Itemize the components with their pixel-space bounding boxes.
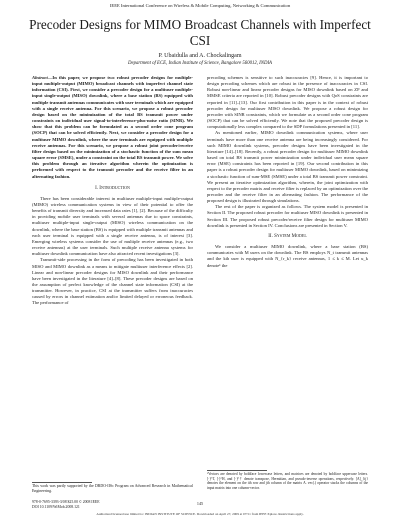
intro-paragraph-2: Transmit-side processing in the form of precoding has been investigated in both MISO and MIMO downlink as a means to mitigate multiuser interference effects [2]. Linear and non-linear precoder designs for MISO downlink and their performance have been investigated in the literature [4]–[8]. These precoder designs are based on the assumption of perfect knowledge of the channel state information (CSI) at the transmitter. However, in practice, CSI at the transmitter suffers from inaccuracies caused by errors in channel estimation and/or limited delayed or erroneous feedback. The performance of xyxy=(32,257,193,306)
page-number: 145 xyxy=(196,501,204,506)
footnote-rule xyxy=(32,482,92,483)
conference-header: IEEE International Conference on Wireless & Mobile Computing, Networking & Communication xyxy=(109,3,291,8)
right-paragraph-2: As mentioned earlier, MIMO downlink communication systems, where user terminals have more than one receive antenna are being increasingly considered. For such MIMO downlink systems, precoder designs have been investigated in the literature [14]–[18]. Recently, a robust precoder design for multiuser MIMO downlink based on total BS transmit power minimization under individual user mean square error (MSE) constraints has been reported in [19]. Our second contribution in this paper is a robust precoder design for multiuser MIMO downlink, based on minimizing a stochastic function of sum-MSE (SMSE) under a total BS transmit power constraint. We present an iterative optimization algorithm, wherein, the joint optimization with respect to the precoder matrix and receive filter is replaced by an optimization over the precoder and the receive filter in an alternating fashion. The performance of the proposed design is illustrated through simulations. xyxy=(207,130,368,204)
paper-title: Precoder Designs for MIMO Broadcast Channels with Imperfect CSI xyxy=(29,17,371,48)
right-paragraph-1: precoding schemes is sensitive to such inaccuracies [9]. Hence, it is important to design precoding schemes which are robust in the presence of inaccuracies in CSI. Robust non-linear and linear precoder designs for MISO downlink based on ZF and MMSE criteria are reported in [10]. Robust precoder designs with QoS constraints are reported in [11]–[13]. Our first contribution in this paper is in the context of robust precoder design for multiuser MISO downlink. We propose a robust design for precoder with SINR constraints, which we formulate as a second order cone program (SOCP) that can be solved efficiently. We note that the proposed precoder design is computationally less complex compared to the SDP formulations presented in [11]. xyxy=(207,75,368,130)
section-heading-system-model: II. System Model xyxy=(268,233,307,239)
right-column xyxy=(207,75,368,269)
doi-line: DOI 10.1109/WiMob.2008.121 xyxy=(32,505,80,509)
abstract-heading: Abstract— xyxy=(32,75,53,80)
paper-affiliation: Department of ECE, Indian Institute of Science, Bangalore 560012, INDIA xyxy=(128,61,272,66)
notation-footnote: ¹Vectors are denoted by boldface lowercase letters, and matrices are denoted by boldface uppercase letters. [·]^T, [·]^H, and [·]^† denote transpose, Hermitian, and pseudo-inverse operations, respectively. [A]_{ij} denotes the element on the ith row and jth column of the matrix A. vec(.) operator stacks the columns of the input matrix into one column-vector. xyxy=(207,472,368,490)
section-heading-introduction: I. Introduction xyxy=(95,185,130,191)
right-paragraph-3: The rest of the paper is organized as follows. The system model is presented in Section II. The proposed robust precoder for multiuser MISO downlink is presented in Section III. The proposed robust precoder/receive filter design for multiuser MIMO downlink is presented in Section IV. Conclusions are presented in Section V. xyxy=(207,204,368,228)
system-model-paragraph: We consider a multiuser MIMO downlink, where a base station (BS) communicates with M users on the downlink. The BS employs N_t transmit antennas and the kth user is equipped with N_{r_k} receive antennas, 1 ≤ k ≤ M. Let u_k denote¹ the xyxy=(207,244,368,268)
download-notice: Authorized licensed use limited to: INDIAN INSTITUTE OF SCIENCE. Downloaded on April 27, 2009 at 07:51 from IEEE Xplore. Restrictions apply. xyxy=(96,512,304,516)
left-column xyxy=(32,75,193,307)
funding-footnote: This work was partly supported by the DRDO-IISc Program on Advanced Research in Mathematical Engineering. xyxy=(32,484,193,493)
isbn-line: 978-0-7695-3393-3/08 $25.00 © 2008 IEEE xyxy=(32,500,100,504)
intro-paragraph-1: There has been considerable interest in multiuser multiple-input multiple-output (MIMO) wireless communication systems in view of their potential to offer the benefits of transmit diversity and increased data rates [1], [2]. Because of the difficulty in providing mobile user terminals with several antennas due to space constraints, multiuser multiple-input single-output (MISO) wireless communication on the downlink, where the base station (BS) is equipped with multiple transmit antennas and each user terminal is equipped with a single receive antenna, is of interest [3]. Emerging wireless systems consider the use of multiple receive antennas (e.g., two receive antennas) at the user terminals. Such multiple receive antenna systems for multiuser downlink communication have also attracted recent investigations [3]. xyxy=(32,195,193,257)
notation-footnote-rule xyxy=(207,470,267,471)
paper-authors: P. Ubaidulla and A. Chockalingam xyxy=(158,53,242,59)
abstract-body: In this paper, we propose two robust precoder designs for multiple-input multiple-output (MIMO) broadcast channels with imperfect channel state information (CSI). First, we consider a precoder design for a multiuser multiple-input single-output (MISO) downlink, where a base station (BS) equipped with multiple transmit antennas communicates with user terminals which are equipped with a single receive antenna. For this scenario, we propose a robust precoder design based on the minimization of the total BS transmit power under constraints on individual user signal-to-interference-plus-noise ratio (SINR). We show that this problem can be formulated as a second order cone program (SOCP) that can be solved efficiently. Next, we consider a precoder design for a multiuser MIMO downlink, where the user terminals are equipped with multiple receive antennas. For this scenario, we propose a robust joint precoder/receive filter design based on the minimization of a stochastic function of the sum mean square error (SMSE), under a constraint on the total BS transmit power. We solve this problem through an iterative algorithm wherein the optimization is performed with respect to the transmit precoder and the receive filter in an alternating fashion. xyxy=(32,75,193,179)
abstract xyxy=(32,75,193,180)
